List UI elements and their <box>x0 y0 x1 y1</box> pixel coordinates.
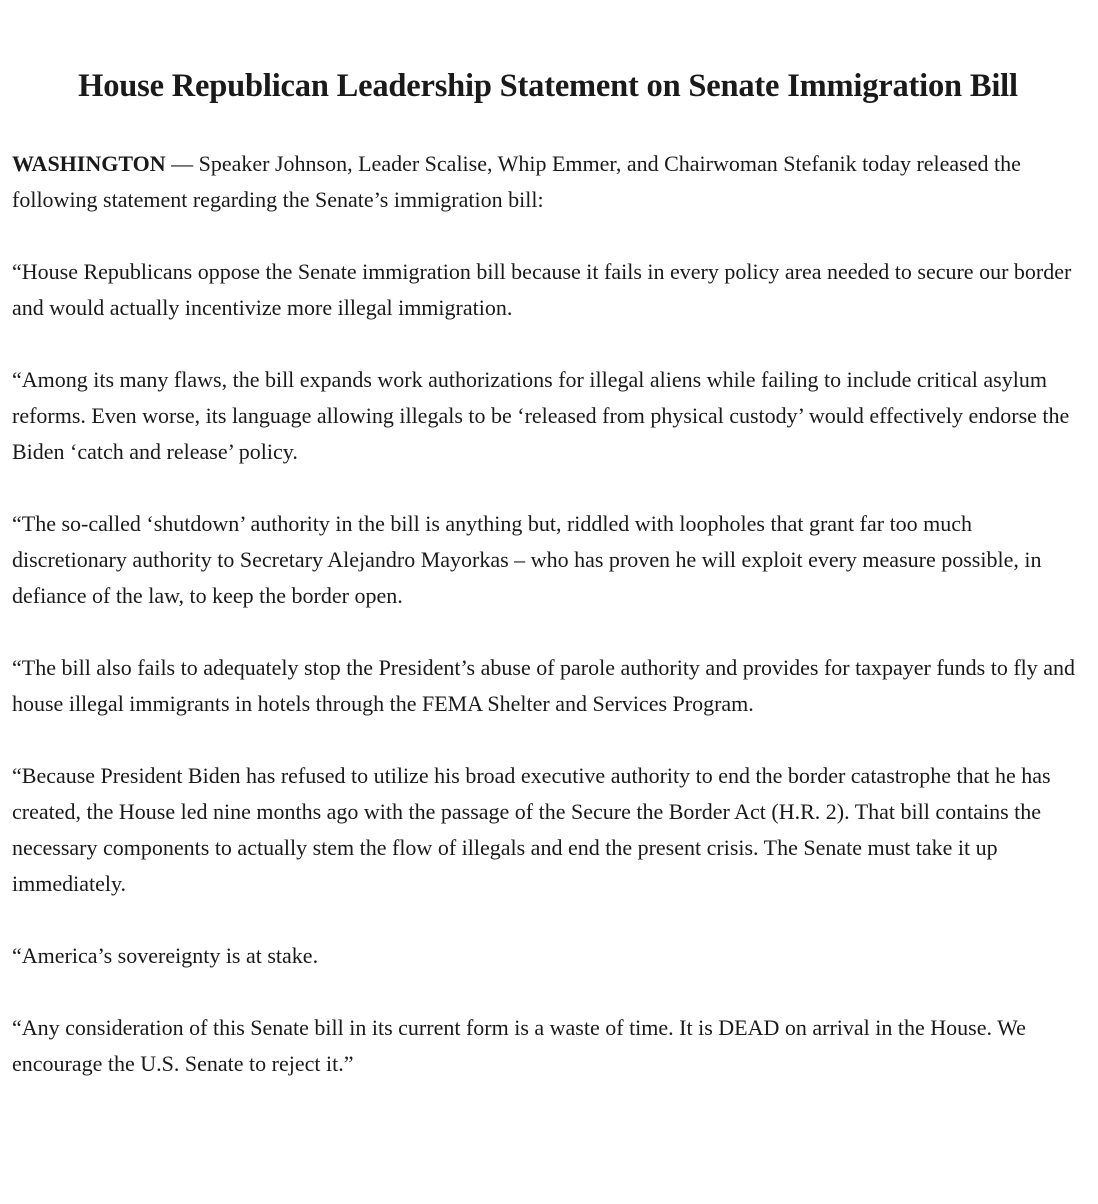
statement-paragraph-4: “The bill also fails to adequately stop the President’s abuse of parole authority and provides for taxpayer funds to fly and house illegal immigrants in hotels through the FEMA Shelter and Services Program. <box>12 655 1076 716</box>
statement-paragraph-1: “House Republicans oppose the Senate immigration bill because it fails in every policy area needed to secure our border and would actually incentivize more illegal immigration. <box>12 259 1072 320</box>
dateline: WASHINGTON <box>12 151 166 176</box>
statement-paragraph-7: “Any consideration of this Senate bill in its current form is a waste of time. It is DEAD on arrival in the House. We encourage the U.S. Senate to reject it.” <box>12 1015 1026 1076</box>
statement-paragraph-6: “America’s sovereignty is at stake. <box>12 943 319 968</box>
statement-title: House Republican Leadership Statement on Senate Immigration Bill <box>78 68 1018 104</box>
statement-paragraph-3: “The so-called ‘shutdown’ authority in the bill is anything but, riddled with loopholes that grant far too much discretionary authority to Secretary Alejandro Mayorkas – who has proven he will exploit every measure possible, in defiance of the law, to keep the border open. <box>12 511 1042 608</box>
statement-paragraph-2: “Among its many flaws, the bill expands work authorizations for illegal aliens while failing to include critical asylum reforms. Even worse, its language allowing illegals to be ‘released from physical custody’ would effectively endorse the Biden ‘catch and release’ policy. <box>12 367 1070 464</box>
intro-text: — Speaker Johnson, Leader Scalise, Whip Emmer, and Chairwoman Stefanik today released the following statement regarding the Senate’s immigration bill: <box>12 151 1021 212</box>
intro-paragraph <box>12 146 1084 218</box>
statement-paragraph-5: “Because President Biden has refused to utilize his broad executive authority to end the border catastrophe that he has created, the House led nine months ago with the passage of the Secure the Border Act (H.R. 2). That bill contains the necessary components to actually stem the flow of illegals and end the present crisis. The Senate must take it up immediately. <box>12 763 1051 896</box>
